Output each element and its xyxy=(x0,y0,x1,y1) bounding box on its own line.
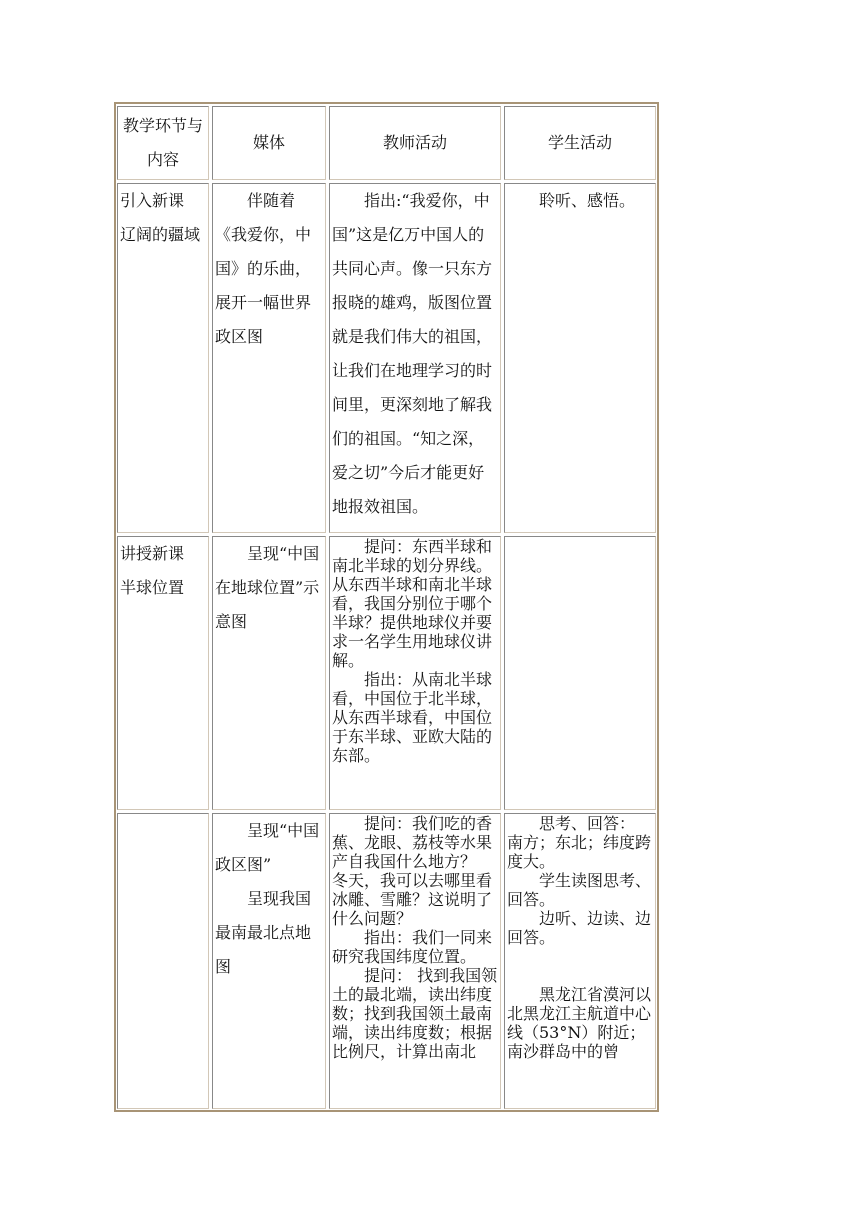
row3-student-a1: 思考、回答： 南方；东北；纬度跨度大。 xyxy=(507,814,652,871)
row3-teacher-point: 指出：我们一同来研究我国纬度位置。 xyxy=(332,928,493,966)
row1-media-text: 伴随着《我爱你，中国》的乐曲，展开一幅世界政区图 xyxy=(215,191,312,346)
row2-teacher xyxy=(329,536,501,810)
header-stage: 教学环节与内容 xyxy=(117,106,209,180)
row2-media xyxy=(212,536,326,810)
row1-stage-line2: 辽阔的疆域 xyxy=(120,225,201,244)
row2-stage-line2: 半球位置 xyxy=(120,578,185,597)
row3-teacher-q2: 冬天，我可以去哪里看冰雕、雪雕？这说明了什么问题？ xyxy=(332,871,493,928)
row2-stage xyxy=(117,536,209,810)
row3-teacher-q1: 提问：我们吃的香蕉、龙眼、荔枝等水果产自我国什么地方？ xyxy=(332,814,493,871)
row3-student-a4: 黑龙江省漠河以北黑龙江主航道中心线（53°N）附近；南沙群岛中的曾 xyxy=(507,985,652,1061)
row3-student-a2: 学生读图思考、回答。 xyxy=(507,871,652,909)
row1-teacher xyxy=(329,183,501,533)
row3-student-a3: 边听、边读、边回答。 xyxy=(507,909,652,947)
row1-teacher-text: 指出:“我爱你，中国”这是亿万中国人的共同心声。像一只东方报晓的雄鸡，版图位置就是我们伟大的祖国，让我们在地理学习的时间里，更深刻地了解我们的祖国。“知之深，爱之切”今后才能更好地报效祖国。 xyxy=(332,191,493,516)
row1-student-text: 聆听、感悟。 xyxy=(539,191,636,210)
header-media: 媒体 xyxy=(212,106,326,180)
row2-media-text: 呈现“中国在地球位置”示意图 xyxy=(215,544,320,631)
row1-stage xyxy=(117,183,209,533)
row3-stage xyxy=(117,813,209,1109)
header-teacher-activity: 教师活动 xyxy=(329,106,501,180)
row3-teacher xyxy=(329,813,501,1109)
row1-student xyxy=(504,183,656,533)
row3-student xyxy=(504,813,656,1109)
row3-media-line2: 呈现我国最南最北点地图 xyxy=(215,889,312,976)
row3-teacher-q3: 提问： 找到我国领土的最北端，读出纬度数；找到我国领土最南端，读出纬度数；根据比例尺，计算出南北 xyxy=(332,966,498,1061)
row3-media-line1: 呈现“中国政区图” xyxy=(215,821,320,874)
row1-stage-line1: 引入新课 xyxy=(120,191,185,210)
row2-teacher-question: 提问：东西半球和南北半球的划分界线。从东西半球和南北半球看，我国分别位于哪个半球？提供地球仪并要求一名学生用地球仪讲解。 xyxy=(332,537,493,670)
row3-media xyxy=(212,813,326,1109)
row2-stage-line1: 讲授新课 xyxy=(120,544,185,563)
row2-student xyxy=(504,536,656,810)
row2-teacher-point: 指出：从南北半球看，中国位于北半球，从东西半球看，中国位于东半球、亚欧大陆的东部。 xyxy=(332,670,493,765)
row1-media xyxy=(212,183,326,533)
header-student-activity: 学生活动 xyxy=(504,106,656,180)
